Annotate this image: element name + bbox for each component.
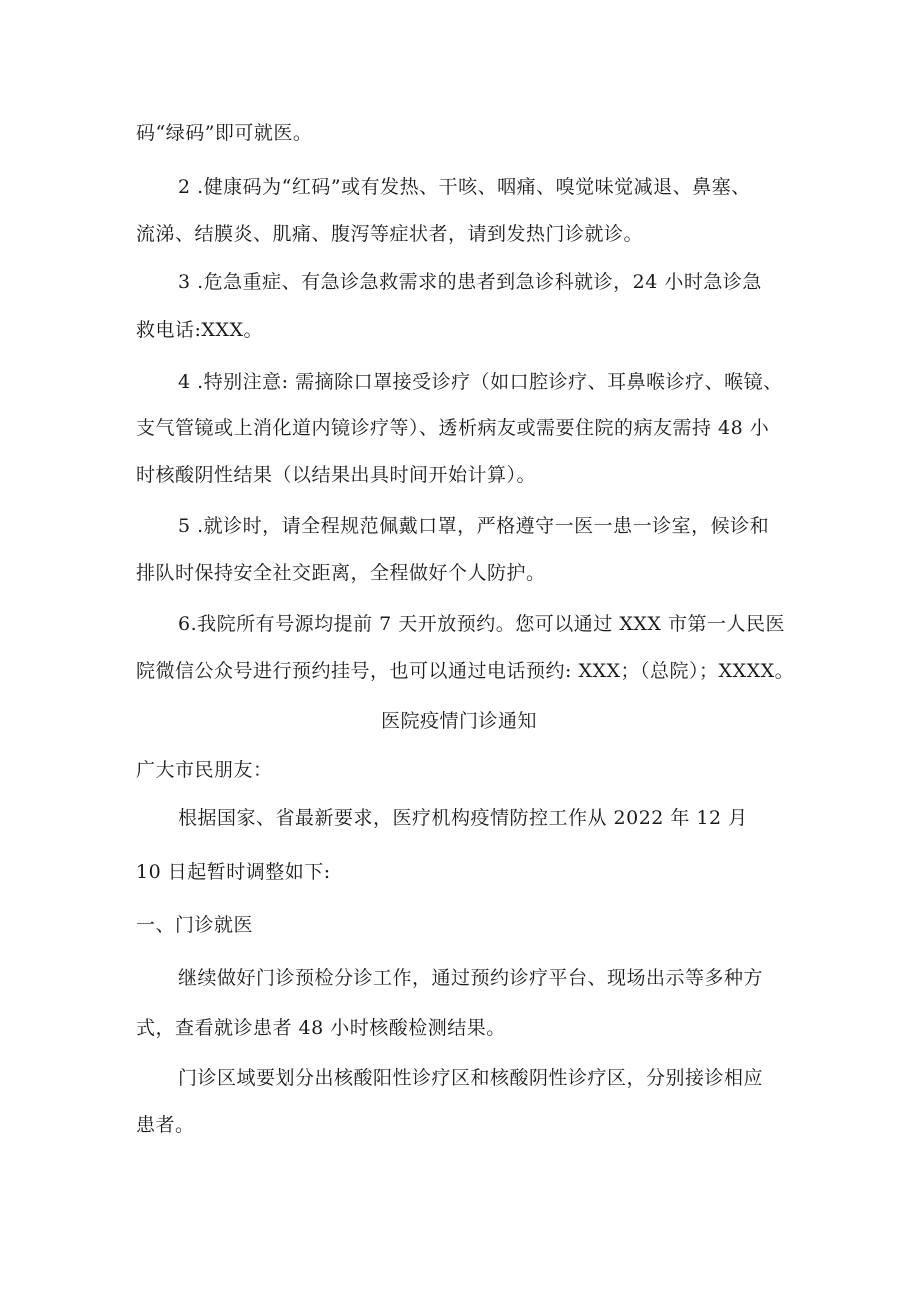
list-item-3-line-1: 3 .危急重症、有急诊急救需求的患者到急诊科就诊，24 小时急诊急 <box>178 271 762 293</box>
salutation: 广大市民朋友： <box>136 759 273 781</box>
section-paragraph-2-line-1: 门诊区域要划分出核酸阳性诊疗区和核酸阴性诊疗区，分别接诊相应 <box>178 1067 764 1089</box>
notice-title: 医院疫情门诊通知 <box>381 710 538 732</box>
section-heading: 一、门诊就医 <box>136 914 254 936</box>
list-item-4-line-3: 时核酸阴性结果（以结果出具时间开始计算）。 <box>136 464 537 486</box>
list-item-2-line-2: 流涕、结膜炎、肌痛、腹泻等症状者，请到发热门诊就诊。 <box>136 223 644 245</box>
list-item-4-line-2: 支气管镜或上消化道内镜诊疗等）、透析病友或需要住院的病友需持 48 小 <box>136 417 770 439</box>
intro-line-2: 10 日起暂时调整如下: <box>136 861 331 883</box>
section-paragraph-1-line-1: 继续做好门诊预检分诊工作，通过预约诊疗平台、现场出示等多种方 <box>178 967 764 989</box>
list-item-4-line-1: 4 .特别注意: 需摘除口罩接受诊疗（如口腔诊疗、耳鼻喉诊疗、喉镜、 <box>178 371 783 393</box>
list-item-2-line-1: 2 .健康码为“红码”或有发热、干咳、咽痛、嗅觉味觉减退、鼻塞、 <box>178 176 751 198</box>
section-paragraph-2-line-2: 患者。 <box>136 1114 195 1136</box>
list-item-5-line-1: 5 .就诊时，请全程规范佩戴口罩，严格遵守一医一患一诊室，候诊和 <box>178 515 770 537</box>
list-item-6-line-1: 6.我院所有号源均提前 7 天开放预约。您可以通过 XXX 市第一人民医 <box>178 613 785 635</box>
list-item-5-line-2: 排队时保持安全社交距离，全程做好个人防护。 <box>136 562 546 584</box>
section-paragraph-1-line-2: 式，查看就诊患者 48 小时核酸检测结果。 <box>136 1017 506 1039</box>
intro-line-1: 根据国家、省最新要求，医疗机构疫情防控工作从 2022 年 12 月 <box>178 807 748 829</box>
list-item-3-line-2: 救电话:XXX。 <box>136 319 263 341</box>
paragraph-line: 码“绿码”即可就医。 <box>136 122 313 144</box>
list-item-6-line-2: 院微信公众号进行预约挂号，也可以通过电话预约: XXX；（总院）；XXXX。 <box>136 660 795 682</box>
